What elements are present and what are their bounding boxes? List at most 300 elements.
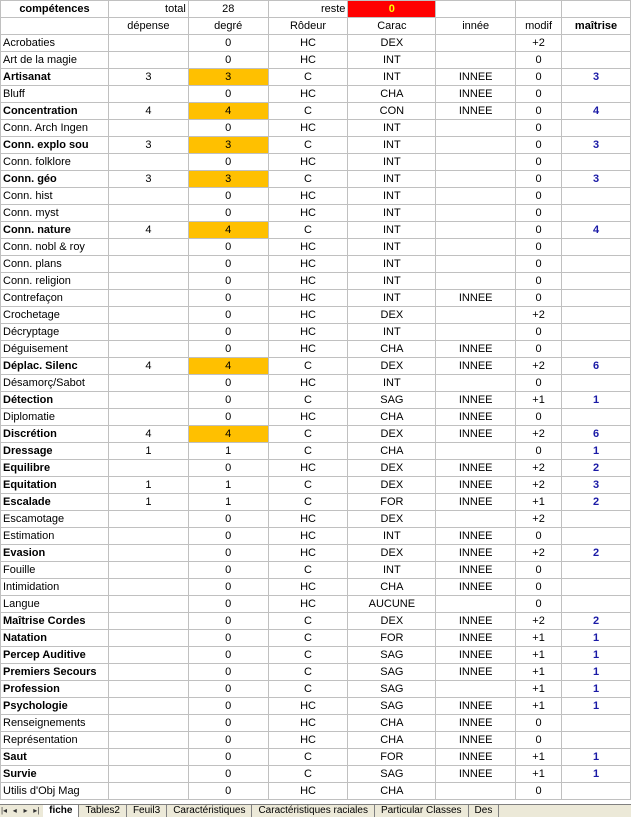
carac-cell[interactable]: CHA: [348, 732, 436, 749]
modif-cell[interactable]: 0: [516, 783, 562, 800]
degre-cell[interactable]: 0: [188, 52, 268, 69]
col-header-maitrise[interactable]: maîtrise: [562, 18, 631, 35]
rodeur-cell[interactable]: C: [268, 562, 348, 579]
maitrise-cell[interactable]: [562, 290, 631, 307]
skill-name-cell[interactable]: Désamorç/Sabot: [1, 375, 109, 392]
skill-name-cell[interactable]: Fouille: [1, 562, 109, 579]
skill-name-cell[interactable]: Conn. myst: [1, 205, 109, 222]
innee-cell[interactable]: [436, 596, 516, 613]
degre-cell[interactable]: 0: [188, 681, 268, 698]
innee-cell[interactable]: [436, 35, 516, 52]
depense-cell[interactable]: [108, 630, 188, 647]
skill-name-cell[interactable]: Psychologie: [1, 698, 109, 715]
carac-cell[interactable]: SAG: [348, 647, 436, 664]
degre-cell[interactable]: 0: [188, 596, 268, 613]
depense-cell[interactable]: [108, 783, 188, 800]
carac-cell[interactable]: SAG: [348, 766, 436, 783]
skill-name-cell[interactable]: Estimation: [1, 528, 109, 545]
carac-cell[interactable]: DEX: [348, 426, 436, 443]
degre-cell[interactable]: 0: [188, 613, 268, 630]
carac-cell[interactable]: INT: [348, 69, 436, 86]
modif-cell[interactable]: 0: [516, 171, 562, 188]
skill-name-cell[interactable]: Evasion: [1, 545, 109, 562]
carac-cell[interactable]: SAG: [348, 681, 436, 698]
depense-cell[interactable]: [108, 52, 188, 69]
skill-name-cell[interactable]: Conn. religion: [1, 273, 109, 290]
degre-cell[interactable]: 0: [188, 205, 268, 222]
maitrise-cell[interactable]: [562, 35, 631, 52]
innee-cell[interactable]: [436, 239, 516, 256]
degre-cell[interactable]: 0: [188, 86, 268, 103]
modif-cell[interactable]: 0: [516, 120, 562, 137]
innee-cell[interactable]: INNEE: [436, 290, 516, 307]
depense-cell[interactable]: 1: [108, 494, 188, 511]
innee-cell[interactable]: [436, 256, 516, 273]
carac-cell[interactable]: DEX: [348, 358, 436, 375]
degre-cell[interactable]: 0: [188, 783, 268, 800]
carac-cell[interactable]: INT: [348, 222, 436, 239]
rodeur-cell[interactable]: HC: [268, 545, 348, 562]
maitrise-cell[interactable]: [562, 596, 631, 613]
rodeur-cell[interactable]: HC: [268, 732, 348, 749]
innee-cell[interactable]: [436, 443, 516, 460]
innee-cell[interactable]: INNEE: [436, 698, 516, 715]
innee-cell[interactable]: INNEE: [436, 460, 516, 477]
col-header-innee[interactable]: innée: [436, 18, 516, 35]
skill-name-cell[interactable]: Natation: [1, 630, 109, 647]
rodeur-cell[interactable]: C: [268, 647, 348, 664]
rodeur-cell[interactable]: HC: [268, 698, 348, 715]
modif-cell[interactable]: +1: [516, 766, 562, 783]
degre-cell[interactable]: 0: [188, 392, 268, 409]
carac-cell[interactable]: DEX: [348, 545, 436, 562]
modif-cell[interactable]: +1: [516, 664, 562, 681]
carac-cell[interactable]: CHA: [348, 579, 436, 596]
modif-cell[interactable]: 0: [516, 205, 562, 222]
modif-cell[interactable]: 0: [516, 579, 562, 596]
degre-cell[interactable]: 0: [188, 528, 268, 545]
carac-cell[interactable]: SAG: [348, 392, 436, 409]
maitrise-cell[interactable]: [562, 256, 631, 273]
maitrise-cell[interactable]: 3: [562, 137, 631, 154]
empty-cell[interactable]: [1, 18, 109, 35]
modif-cell[interactable]: 0: [516, 732, 562, 749]
modif-cell[interactable]: +2: [516, 477, 562, 494]
col-header-degre[interactable]: degré: [188, 18, 268, 35]
carac-cell[interactable]: INT: [348, 290, 436, 307]
degre-cell[interactable]: 0: [188, 647, 268, 664]
maitrise-cell[interactable]: [562, 154, 631, 171]
rodeur-cell[interactable]: C: [268, 766, 348, 783]
depense-cell[interactable]: 3: [108, 171, 188, 188]
depense-cell[interactable]: [108, 596, 188, 613]
degre-cell[interactable]: 0: [188, 120, 268, 137]
innee-cell[interactable]: [436, 188, 516, 205]
degre-cell[interactable]: 0: [188, 35, 268, 52]
innee-cell[interactable]: [436, 324, 516, 341]
modif-cell[interactable]: +1: [516, 630, 562, 647]
depense-cell[interactable]: [108, 613, 188, 630]
depense-cell[interactable]: 4: [108, 358, 188, 375]
innee-cell[interactable]: [436, 52, 516, 69]
rodeur-cell[interactable]: HC: [268, 511, 348, 528]
innee-cell[interactable]: INNEE: [436, 341, 516, 358]
degre-cell[interactable]: 0: [188, 341, 268, 358]
skill-name-cell[interactable]: Escalade: [1, 494, 109, 511]
maitrise-cell[interactable]: 1: [562, 647, 631, 664]
innee-cell[interactable]: [436, 273, 516, 290]
depense-cell[interactable]: [108, 324, 188, 341]
rodeur-cell[interactable]: C: [268, 358, 348, 375]
rodeur-cell[interactable]: HC: [268, 528, 348, 545]
rodeur-cell[interactable]: HC: [268, 579, 348, 596]
maitrise-cell[interactable]: [562, 579, 631, 596]
degre-cell[interactable]: 0: [188, 579, 268, 596]
next-sheet-button[interactable]: ▸: [23, 806, 28, 815]
modif-cell[interactable]: 0: [516, 324, 562, 341]
modif-cell[interactable]: +2: [516, 545, 562, 562]
total-label-cell[interactable]: total: [108, 1, 188, 18]
skill-name-cell[interactable]: Intimidation: [1, 579, 109, 596]
modif-cell[interactable]: +1: [516, 392, 562, 409]
skill-name-cell[interactable]: Conn. plans: [1, 256, 109, 273]
rodeur-cell[interactable]: C: [268, 443, 348, 460]
innee-cell[interactable]: [436, 511, 516, 528]
rodeur-cell[interactable]: C: [268, 103, 348, 120]
skill-name-cell[interactable]: Bluff: [1, 86, 109, 103]
col-header-modif[interactable]: modif: [516, 18, 562, 35]
depense-cell[interactable]: [108, 409, 188, 426]
carac-cell[interactable]: INT: [348, 205, 436, 222]
rodeur-cell[interactable]: C: [268, 681, 348, 698]
modif-cell[interactable]: 0: [516, 290, 562, 307]
rodeur-cell[interactable]: C: [268, 749, 348, 766]
innee-cell[interactable]: INNEE: [436, 664, 516, 681]
maitrise-cell[interactable]: 4: [562, 222, 631, 239]
maitrise-cell[interactable]: 6: [562, 358, 631, 375]
degre-cell[interactable]: 0: [188, 545, 268, 562]
depense-cell[interactable]: 4: [108, 222, 188, 239]
depense-cell[interactable]: [108, 664, 188, 681]
rodeur-cell[interactable]: HC: [268, 375, 348, 392]
degre-cell[interactable]: 0: [188, 154, 268, 171]
skill-name-cell[interactable]: Crochetage: [1, 307, 109, 324]
depense-cell[interactable]: [108, 681, 188, 698]
depense-cell[interactable]: [108, 86, 188, 103]
degre-cell[interactable]: 0: [188, 239, 268, 256]
modif-cell[interactable]: 0: [516, 69, 562, 86]
carac-cell[interactable]: DEX: [348, 613, 436, 630]
depense-cell[interactable]: [108, 766, 188, 783]
skill-name-cell[interactable]: Contrefaçon: [1, 290, 109, 307]
depense-cell[interactable]: [108, 205, 188, 222]
skill-name-cell[interactable]: Percep Auditive: [1, 647, 109, 664]
carac-cell[interactable]: SAG: [348, 698, 436, 715]
depense-cell[interactable]: 1: [108, 477, 188, 494]
degre-cell[interactable]: 0: [188, 511, 268, 528]
degre-cell[interactable]: 0: [188, 630, 268, 647]
rodeur-cell[interactable]: C: [268, 664, 348, 681]
innee-cell[interactable]: [436, 222, 516, 239]
modif-cell[interactable]: 0: [516, 273, 562, 290]
depense-cell[interactable]: [108, 749, 188, 766]
modif-cell[interactable]: 0: [516, 443, 562, 460]
carac-cell[interactable]: CHA: [348, 715, 436, 732]
innee-cell[interactable]: INNEE: [436, 69, 516, 86]
depense-cell[interactable]: [108, 341, 188, 358]
maitrise-cell[interactable]: [562, 52, 631, 69]
rodeur-cell[interactable]: HC: [268, 715, 348, 732]
skill-name-cell[interactable]: Conn. explo sou: [1, 137, 109, 154]
skill-name-cell[interactable]: Acrobaties: [1, 35, 109, 52]
rodeur-cell[interactable]: C: [268, 630, 348, 647]
innee-cell[interactable]: INNEE: [436, 630, 516, 647]
depense-cell[interactable]: [108, 35, 188, 52]
degre-cell[interactable]: 3: [188, 171, 268, 188]
skill-name-cell[interactable]: Déplac. Silenc: [1, 358, 109, 375]
modif-cell[interactable]: +2: [516, 511, 562, 528]
maitrise-cell[interactable]: [562, 562, 631, 579]
empty-cell[interactable]: [562, 1, 631, 18]
modif-cell[interactable]: +2: [516, 426, 562, 443]
rodeur-cell[interactable]: HC: [268, 324, 348, 341]
modif-cell[interactable]: 0: [516, 52, 562, 69]
degre-cell[interactable]: 3: [188, 69, 268, 86]
maitrise-cell[interactable]: 6: [562, 426, 631, 443]
skill-name-cell[interactable]: Utilis d'Obj Mag: [1, 783, 109, 800]
modif-cell[interactable]: +2: [516, 35, 562, 52]
maitrise-cell[interactable]: 3: [562, 69, 631, 86]
sheet-tab[interactable]: Tables2: [79, 805, 126, 817]
carac-cell[interactable]: FOR: [348, 494, 436, 511]
skill-name-cell[interactable]: Conn. nature: [1, 222, 109, 239]
maitrise-cell[interactable]: 2: [562, 545, 631, 562]
skill-name-cell[interactable]: Dressage: [1, 443, 109, 460]
maitrise-cell[interactable]: 4: [562, 103, 631, 120]
skill-name-cell[interactable]: Conn. nobl & roy: [1, 239, 109, 256]
innee-cell[interactable]: [436, 375, 516, 392]
maitrise-cell[interactable]: [562, 783, 631, 800]
depense-cell[interactable]: [108, 579, 188, 596]
depense-cell[interactable]: [108, 715, 188, 732]
depense-cell[interactable]: [108, 120, 188, 137]
modif-cell[interactable]: +2: [516, 613, 562, 630]
depense-cell[interactable]: [108, 290, 188, 307]
skill-name-cell[interactable]: Diplomatie: [1, 409, 109, 426]
innee-cell[interactable]: INNEE: [436, 545, 516, 562]
maitrise-cell[interactable]: [562, 375, 631, 392]
modif-cell[interactable]: 0: [516, 256, 562, 273]
carac-cell[interactable]: CHA: [348, 86, 436, 103]
depense-cell[interactable]: [108, 154, 188, 171]
modif-cell[interactable]: 0: [516, 715, 562, 732]
innee-cell[interactable]: INNEE: [436, 562, 516, 579]
modif-cell[interactable]: 0: [516, 222, 562, 239]
carac-cell[interactable]: INT: [348, 52, 436, 69]
maitrise-cell[interactable]: [562, 307, 631, 324]
maitrise-cell[interactable]: [562, 511, 631, 528]
depense-cell[interactable]: [108, 528, 188, 545]
innee-cell[interactable]: INNEE: [436, 477, 516, 494]
rodeur-cell[interactable]: HC: [268, 341, 348, 358]
modif-cell[interactable]: 0: [516, 86, 562, 103]
modif-cell[interactable]: +1: [516, 647, 562, 664]
skill-name-cell[interactable]: Survie: [1, 766, 109, 783]
skill-name-cell[interactable]: Représentation: [1, 732, 109, 749]
innee-cell[interactable]: [436, 205, 516, 222]
depense-cell[interactable]: [108, 545, 188, 562]
skill-name-cell[interactable]: Equitation: [1, 477, 109, 494]
maitrise-cell[interactable]: [562, 205, 631, 222]
depense-cell[interactable]: [108, 188, 188, 205]
modif-cell[interactable]: 0: [516, 596, 562, 613]
modif-cell[interactable]: 0: [516, 103, 562, 120]
sheet-tab[interactable]: Particular Classes: [375, 805, 469, 817]
carac-cell[interactable]: FOR: [348, 630, 436, 647]
rodeur-cell[interactable]: HC: [268, 783, 348, 800]
carac-cell[interactable]: INT: [348, 324, 436, 341]
title-cell[interactable]: compétences: [1, 1, 109, 18]
carac-cell[interactable]: INT: [348, 239, 436, 256]
carac-cell[interactable]: INT: [348, 120, 436, 137]
sheet-tab[interactable]: Caractéristiques raciales: [252, 805, 375, 817]
degre-cell[interactable]: 0: [188, 766, 268, 783]
degre-cell[interactable]: 1: [188, 443, 268, 460]
skill-name-cell[interactable]: Langue: [1, 596, 109, 613]
rodeur-cell[interactable]: HC: [268, 273, 348, 290]
maitrise-cell[interactable]: [562, 409, 631, 426]
first-sheet-button[interactable]: |◂: [0, 806, 8, 815]
innee-cell[interactable]: INNEE: [436, 749, 516, 766]
rodeur-cell[interactable]: HC: [268, 52, 348, 69]
col-header-depense[interactable]: dépense: [108, 18, 188, 35]
skill-name-cell[interactable]: Détection: [1, 392, 109, 409]
rodeur-cell[interactable]: HC: [268, 120, 348, 137]
depense-cell[interactable]: [108, 375, 188, 392]
carac-cell[interactable]: DEX: [348, 460, 436, 477]
rodeur-cell[interactable]: C: [268, 477, 348, 494]
skill-name-cell[interactable]: Déguisement: [1, 341, 109, 358]
depense-cell[interactable]: [108, 273, 188, 290]
modif-cell[interactable]: +2: [516, 307, 562, 324]
carac-cell[interactable]: DEX: [348, 477, 436, 494]
last-sheet-button[interactable]: ▸|: [33, 806, 40, 815]
modif-cell[interactable]: +1: [516, 749, 562, 766]
innee-cell[interactable]: INNEE: [436, 715, 516, 732]
skill-name-cell[interactable]: Premiers Secours: [1, 664, 109, 681]
degre-cell[interactable]: 0: [188, 324, 268, 341]
maitrise-cell[interactable]: 1: [562, 443, 631, 460]
skill-name-cell[interactable]: Conn. Arch Ingen: [1, 120, 109, 137]
rodeur-cell[interactable]: HC: [268, 256, 348, 273]
rodeur-cell[interactable]: C: [268, 69, 348, 86]
degre-cell[interactable]: 4: [188, 222, 268, 239]
carac-cell[interactable]: DEX: [348, 511, 436, 528]
carac-cell[interactable]: INT: [348, 137, 436, 154]
degre-cell[interactable]: 0: [188, 664, 268, 681]
innee-cell[interactable]: INNEE: [436, 732, 516, 749]
degre-cell[interactable]: 0: [188, 732, 268, 749]
rodeur-cell[interactable]: HC: [268, 35, 348, 52]
maitrise-cell[interactable]: [562, 86, 631, 103]
depense-cell[interactable]: 3: [108, 137, 188, 154]
degre-cell[interactable]: 0: [188, 375, 268, 392]
modif-cell[interactable]: 0: [516, 409, 562, 426]
innee-cell[interactable]: [436, 307, 516, 324]
total-value-cell[interactable]: 28: [188, 1, 268, 18]
maitrise-cell[interactable]: 2: [562, 460, 631, 477]
innee-cell[interactable]: [436, 681, 516, 698]
degre-cell[interactable]: 4: [188, 103, 268, 120]
rodeur-cell[interactable]: HC: [268, 205, 348, 222]
innee-cell[interactable]: INNEE: [436, 103, 516, 120]
depense-cell[interactable]: [108, 392, 188, 409]
degre-cell[interactable]: 0: [188, 698, 268, 715]
skill-name-cell[interactable]: Renseignements: [1, 715, 109, 732]
degre-cell[interactable]: 0: [188, 562, 268, 579]
depense-cell[interactable]: [108, 511, 188, 528]
maitrise-cell[interactable]: [562, 732, 631, 749]
innee-cell[interactable]: INNEE: [436, 579, 516, 596]
depense-cell[interactable]: 4: [108, 426, 188, 443]
degre-cell[interactable]: 0: [188, 460, 268, 477]
degre-cell[interactable]: 1: [188, 477, 268, 494]
depense-cell[interactable]: [108, 647, 188, 664]
modif-cell[interactable]: +1: [516, 681, 562, 698]
rodeur-cell[interactable]: HC: [268, 460, 348, 477]
modif-cell[interactable]: +2: [516, 460, 562, 477]
rodeur-cell[interactable]: C: [268, 222, 348, 239]
innee-cell[interactable]: INNEE: [436, 426, 516, 443]
sheet-tab[interactable]: Feuil3: [127, 805, 167, 817]
maitrise-cell[interactable]: 1: [562, 698, 631, 715]
maitrise-cell[interactable]: 2: [562, 613, 631, 630]
modif-cell[interactable]: 0: [516, 154, 562, 171]
innee-cell[interactable]: INNEE: [436, 86, 516, 103]
maitrise-cell[interactable]: 1: [562, 664, 631, 681]
depense-cell[interactable]: 4: [108, 103, 188, 120]
rodeur-cell[interactable]: HC: [268, 596, 348, 613]
carac-cell[interactable]: INT: [348, 528, 436, 545]
degre-cell[interactable]: 4: [188, 426, 268, 443]
rodeur-cell[interactable]: C: [268, 137, 348, 154]
rodeur-cell[interactable]: HC: [268, 290, 348, 307]
degre-cell[interactable]: 0: [188, 273, 268, 290]
carac-cell[interactable]: INT: [348, 154, 436, 171]
carac-cell[interactable]: SAG: [348, 664, 436, 681]
rodeur-cell[interactable]: C: [268, 171, 348, 188]
modif-cell[interactable]: +2: [516, 358, 562, 375]
rodeur-cell[interactable]: HC: [268, 239, 348, 256]
maitrise-cell[interactable]: 1: [562, 681, 631, 698]
degre-cell[interactable]: 1: [188, 494, 268, 511]
skill-name-cell[interactable]: Concentration: [1, 103, 109, 120]
degre-cell[interactable]: 0: [188, 256, 268, 273]
rodeur-cell[interactable]: C: [268, 392, 348, 409]
carac-cell[interactable]: INT: [348, 273, 436, 290]
skill-name-cell[interactable]: Saut: [1, 749, 109, 766]
maitrise-cell[interactable]: 3: [562, 477, 631, 494]
prev-sheet-button[interactable]: ◂: [12, 806, 17, 815]
degre-cell[interactable]: 4: [188, 358, 268, 375]
degre-cell[interactable]: 0: [188, 290, 268, 307]
skill-name-cell[interactable]: Escamotage: [1, 511, 109, 528]
maitrise-cell[interactable]: [562, 239, 631, 256]
modif-cell[interactable]: 0: [516, 341, 562, 358]
modif-cell[interactable]: 0: [516, 562, 562, 579]
maitrise-cell[interactable]: 1: [562, 749, 631, 766]
innee-cell[interactable]: INNEE: [436, 494, 516, 511]
